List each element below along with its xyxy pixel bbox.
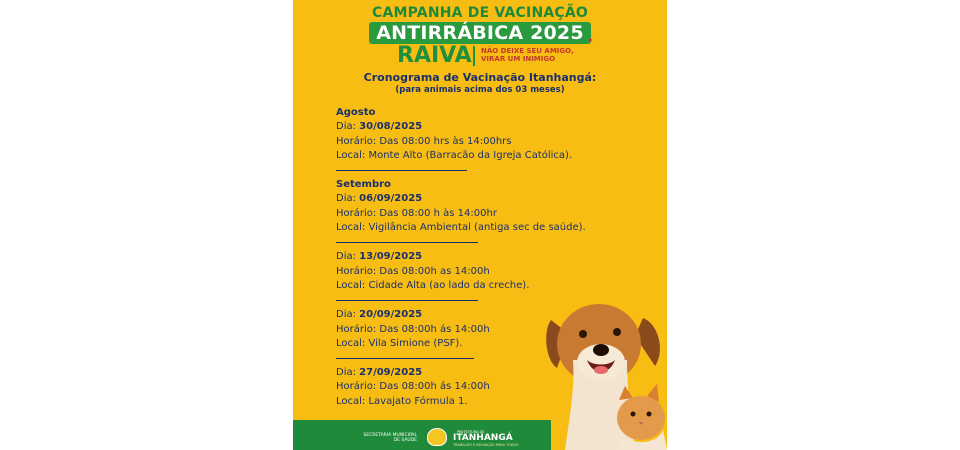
separator [336, 242, 478, 243]
schedule-day [336, 120, 636, 134]
dog-tongue [594, 366, 608, 374]
poster-header [293, 6, 667, 44]
schedule-day [336, 250, 636, 264]
day-value: 20/09/2025 [359, 309, 423, 321]
schedule-place: Local: Lavajato Fórmula 1. [336, 395, 468, 407]
cat-eye-right [647, 412, 652, 417]
city-motto: TRABALHO E INOVAÇÃO PARA TODOS [453, 443, 519, 447]
day-label: Dia: [336, 251, 360, 263]
day-label: Dia: [336, 367, 360, 379]
schedule-place: Local: Vila Simione (PSF). [336, 337, 463, 349]
schedule-subtitle: (para animais acima dos 03 meses) [395, 85, 565, 95]
campaign-title: CAMPANHA DE VACINAÇÃO [371, 5, 589, 21]
dog-nose [593, 344, 609, 356]
schedule-place: Local: Cidade Alta (ao lado da creche). [336, 279, 530, 291]
separator [336, 358, 474, 359]
month-september: Setembro [336, 179, 391, 191]
day-label: Dia: [336, 121, 360, 133]
day-value: 30/08/2025 [359, 121, 423, 133]
antirrabica-banner: ANTIRRÁBICA 2025 [369, 22, 591, 44]
month-august: Agosto [336, 107, 376, 118]
prefeitura-label: PREFEITURA DE [457, 430, 485, 434]
secretaria-label: SECRETARIA MUNICIPAL DE SAÚDE [363, 433, 417, 443]
schedule-title: Cronograma de Vacinação Itanhangá: [363, 71, 597, 84]
dog-eye-right [613, 328, 621, 336]
schedule-place: Local: Vigilância Ambiental (antiga sec de saúde). [336, 222, 586, 234]
schedule-time: Horário: Das 08:00 hrs às 14:00hrs [336, 135, 512, 147]
separator [336, 300, 478, 301]
footer-bar [293, 420, 551, 450]
slogan-line-2: VIRAR UM INIMIGO [481, 55, 556, 63]
slogan [481, 47, 574, 63]
day-label: Dia: [336, 309, 360, 321]
dog-eye-left [579, 330, 587, 338]
day-value: 27/09/2025 [359, 367, 423, 379]
cat-head [617, 396, 665, 440]
day-label: Dia: [336, 193, 360, 205]
campaign-poster [293, 0, 667, 450]
raiva-row [397, 44, 577, 68]
separator [336, 170, 467, 171]
schedule-time: Horário: Das 08:00h ás 14:00h [336, 323, 490, 335]
raiva-divider [473, 46, 475, 66]
day-value: 13/09/2025 [359, 251, 423, 263]
sparkle-icon: ✦ [587, 36, 594, 45]
schedule-time: Horário: Das 08:00 h às 14:00hr [336, 207, 497, 219]
city-name: ITANHANGÁ [453, 433, 513, 443]
dog-and-cat-illustration [543, 290, 667, 450]
schedule-time: Horário: Das 08:00h as 14:00h [336, 265, 490, 277]
raiva-title: RAIVA [397, 43, 472, 68]
schedule-day [336, 192, 636, 206]
city-crest-icon [427, 428, 447, 446]
schedule-time: Horário: Das 08:00h ás 14:00h [336, 381, 490, 393]
schedule-place: Local: Monte Alto (Barracão da Igreja Católica). [336, 149, 573, 161]
slogan-line-1: NÃO DEIXE SEU AMIGO, [481, 47, 574, 55]
day-value: 06/09/2025 [359, 193, 423, 205]
cat-eye-left [631, 412, 636, 417]
